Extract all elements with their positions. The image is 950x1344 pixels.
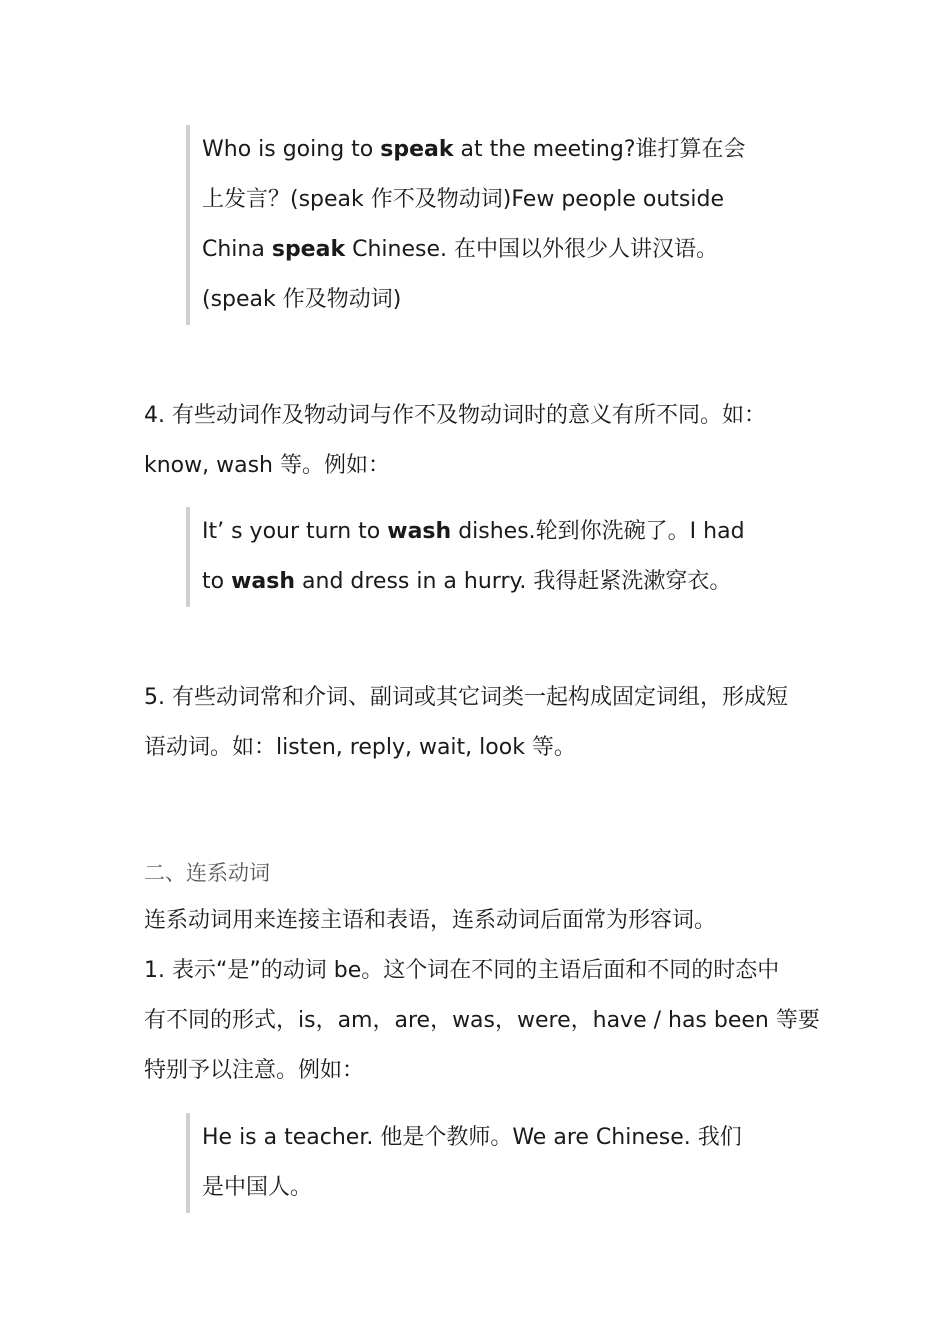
highlight-verb: speak — [380, 137, 454, 162]
section-heading: 二、连系动词 — [144, 861, 270, 885]
example-line: 是中国人。 — [202, 1175, 313, 1200]
highlight-verb: speak — [271, 237, 346, 262]
example-line: (speak 作及物动词) — [202, 287, 402, 312]
section-body: 连系动词用来连接主语和表语，连系动词后面常为形容词。 1. 表示“是”的动词 be。这个词在不同的主语后面和不同的时态中 有不同的形式，is，am，are，was，were，have / has been 等要 特别予以注意。例如： — [144, 908, 820, 1083]
example-line: 上发言？(speak 作不及物动词)Few people outside — [202, 187, 724, 212]
example-line: to wash and dress in a hurry. 我得赶紧洗漱穿衣。 — [202, 569, 732, 594]
highlight-verb: wash — [231, 569, 296, 594]
paragraph-4: 4. 有些动词作及物动词与作不及物动词时的意义有所不同。如： know, wash 等。例如： — [144, 403, 766, 478]
example-line: It’ s your turn to wash dishes.轮到你洗碗了。I had — [202, 519, 745, 544]
example-block-be — [186, 1113, 766, 1213]
example-line: China speak Chinese. 在中国以外很少人讲汉语。 — [202, 237, 718, 262]
paragraph-5: 5. 有些动词常和介词、副词或其它词类一起构成固定词组，形成短 语动词。如：listen, reply, wait, look 等。 — [144, 685, 788, 760]
example-line: He is a teacher. 他是个教师。We are Chinese. 我们 — [202, 1125, 742, 1150]
highlight-verb: wash — [387, 519, 452, 544]
example-block-wash — [186, 507, 766, 607]
example-block-speak — [186, 125, 766, 325]
example-line: Who is going to speak at the meeting?谁打算在会 — [202, 137, 746, 162]
